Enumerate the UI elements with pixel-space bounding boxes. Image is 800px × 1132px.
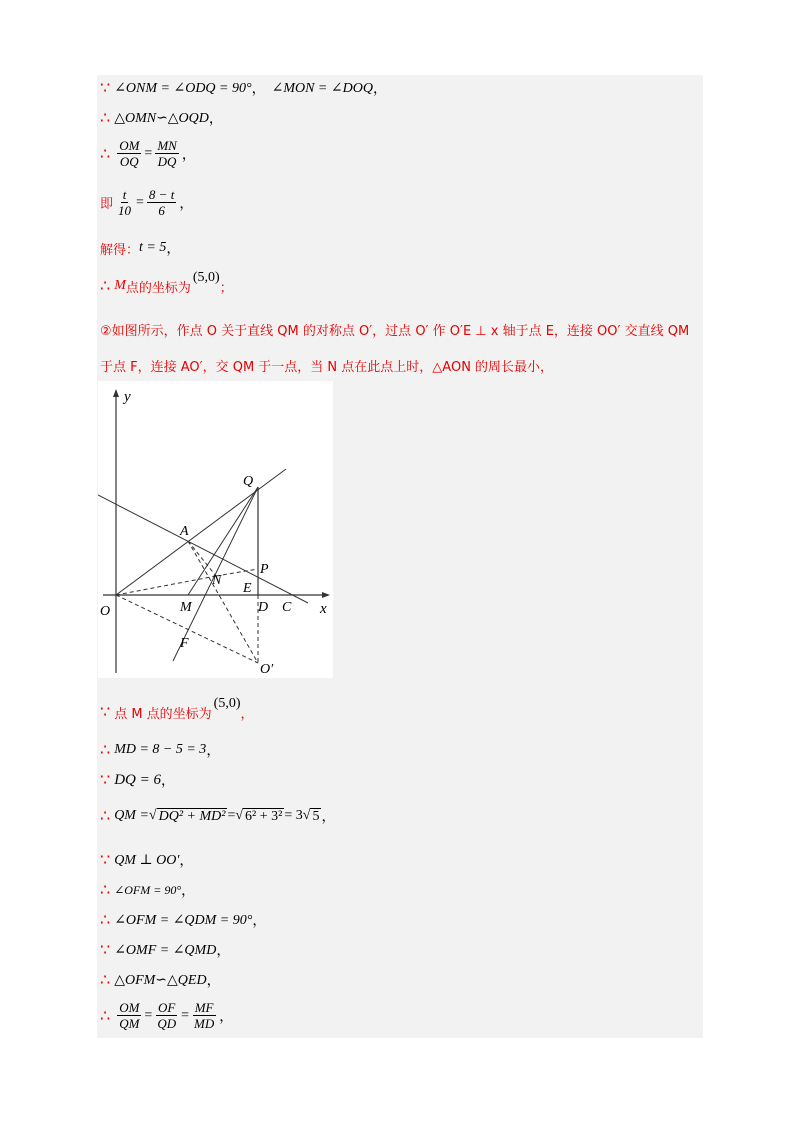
because-symbol: ∵ [100,852,111,869]
part2-text-1: ②如图所示，作点 O 关于直线 QM 的对称点 O′，过点 O′ 作 O′E ⊥ x 轴于点 E，连接 OO′ 交直线 QM [100,324,690,339]
geometry-diagram [98,381,333,678]
point-m-coord-text: 点 M 点的坐标为 [114,706,212,722]
angle-equation-1: ∠ONM = ∠ODQ = 90° [114,80,252,96]
line-end: ， [252,914,267,929]
angle-omf-qmd: ∠OMF = ∠QMD [114,942,217,958]
line-6 [100,270,233,296]
fraction-mn-dq: $\frac{MN}{DQ}$ [157,138,177,169]
solution-t: t = 5 [139,240,167,255]
label-y: y [124,389,131,405]
equals-sign: = [136,194,144,210]
solve-label: 解得： [100,242,140,258]
point-m-label: M [114,278,126,293]
equals-sign: = [181,1007,189,1023]
because-symbol: ∵ [100,704,111,721]
segment-qn [188,487,258,595]
label-c: C [282,600,292,615]
md-equation: MD = 8 − 5 = 3 [114,742,207,757]
therefore-symbol: ∴ [100,912,111,929]
line-end: ， [240,706,254,722]
fraction-t-10: $\frac{t}{10}$ [118,187,132,218]
line-18 [100,1000,233,1031]
angle-equation-2: ∠MON = ∠DOQ [271,80,373,96]
radicand-1: DQ² + MD² [158,808,226,824]
coefficient-text: = 3 [284,808,303,823]
part2-text-2: 于点 F，连接 AO′，交 QM 于一点，当 N 点在此点上时，△AON 的周长最小， [100,360,554,375]
therefore-symbol: ∴ [100,110,111,127]
similar-triangles-2: △OFM∽△QED [114,972,207,988]
line-12 [100,806,335,826]
sqrt-symbol-3: √ [302,808,311,823]
dq-equation: DQ = 6 [114,771,161,788]
similar-triangles: △OMN∽△OQD [114,110,209,126]
label-f: F [180,636,189,651]
line-end: ， [166,242,181,257]
because-symbol: ∵ [100,80,111,97]
therefore-symbol: ∴ [100,972,111,989]
line-end: ， [179,196,194,212]
line-8 [100,356,553,375]
line-3 [100,138,196,169]
label-x: x [320,601,327,617]
line-14 [100,880,195,900]
segment-on [116,576,216,595]
therefore-symbol: ∴ [100,882,111,899]
line-end: ， [206,744,221,759]
separator: ， [251,82,266,97]
label-p: P [260,562,269,577]
line-end: ， [208,112,223,127]
coordinate-text: 点的坐标为 [125,280,191,296]
y-axis-arrow [113,389,119,397]
line-end: ， [321,810,336,825]
line-1 [100,78,387,98]
line-11 [100,770,175,790]
sqrt-symbol-1: √ [148,808,157,823]
segment-np [216,569,258,576]
line-ac [98,495,308,603]
fraction-8t-6: $\frac{8 - t}{6}$ [148,187,175,218]
x-axis-arrow [322,592,330,598]
label-o-prime: O′ [260,662,274,677]
fraction-om-oq: $\frac{OM}{OQ}$ [119,138,140,169]
label-m: M [180,600,192,615]
line-7 [100,320,689,339]
line-end: ， [181,884,196,899]
geometry-figure [98,381,333,678]
coordinate-value: (5,0) [192,270,220,285]
sqrt-symbol-2: √ [235,808,244,823]
label-a: A [180,524,189,539]
line-13 [100,850,193,870]
label-q: Q [243,474,254,489]
line-9 [100,696,254,722]
label-e: E [243,581,252,596]
line-end: ， [179,854,194,869]
equals-sign: = [144,1007,153,1023]
therefore-symbol: ∴ [100,145,111,163]
equals-sign: = [144,145,153,161]
because-symbol: ∵ [100,942,111,959]
line-end: ； [219,280,233,296]
fraction-of-qd: $\frac{OF}{QD}$ [157,1000,177,1031]
line-end: ， [219,1009,234,1025]
therefore-symbol: ∴ [100,742,111,759]
qm-label: QM = [114,808,149,823]
line-end: ， [372,82,387,97]
because-symbol: ∵ [100,772,111,789]
line-15 [100,910,266,930]
line-end: ， [216,944,231,959]
angle-equality: ∠OFM = ∠QDM = 90° [114,912,253,928]
line-end: ， [181,147,196,163]
perpendicular-statement: QM ⊥ OO′ [114,852,180,868]
line-17 [100,970,221,990]
line-4 [100,187,193,218]
line-16 [100,940,230,960]
label-o: O [100,604,111,619]
line-10 [100,740,220,760]
fraction-om-qm: $\frac{OM}{QM}$ [119,1000,140,1031]
namely-label: 即 [100,197,114,212]
radicand-2: 6² + 3² [245,808,283,824]
fraction-mf-md: $\frac{MF}{MD}$ [194,1000,215,1031]
therefore-symbol: ∴ [100,278,111,295]
label-n: N [212,573,222,588]
label-d: D [258,600,269,615]
line-end: ， [206,974,221,989]
equals-text: = [227,808,236,823]
angle-ofm: ∠OFM = 90° [114,882,182,897]
radicand-3: 5 [312,808,320,824]
therefore-symbol: ∴ [100,808,111,825]
line-end: ， [160,774,175,789]
coordinate-value: (5,0) [213,696,241,711]
therefore-symbol: ∴ [100,1007,111,1025]
line-5 [100,238,180,258]
line-2 [100,108,223,128]
